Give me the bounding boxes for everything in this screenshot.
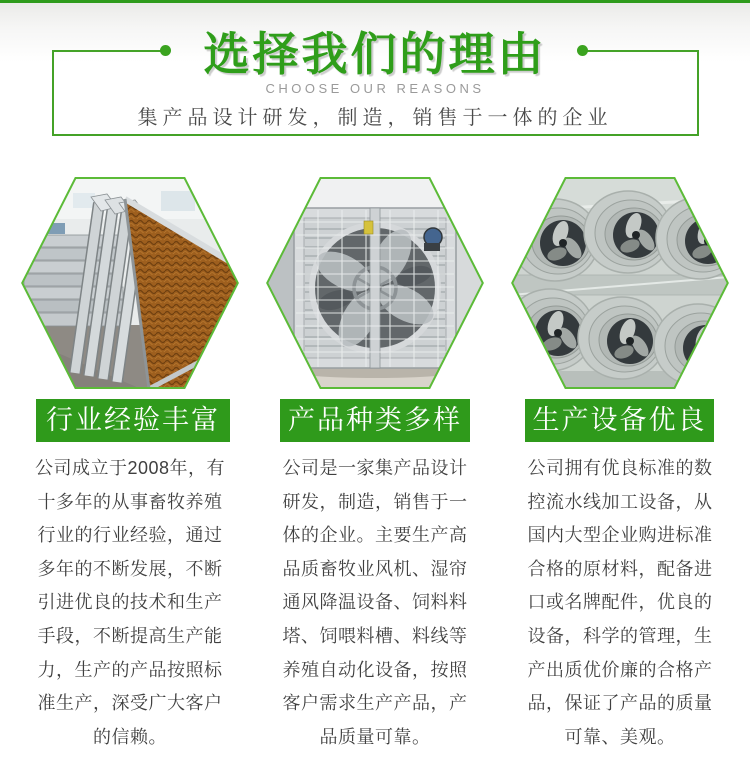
text-line: 产出质优价廉的合格产 (527, 659, 713, 680)
text-line: 手段，不断提高生产能 (37, 625, 223, 646)
text-line: 塔、饲喂料槽、料线等 (282, 625, 468, 646)
feature-label-2: 产品种类多样 (280, 399, 470, 442)
page-title: 选择我们的理由 (203, 28, 547, 80)
text-line: 行业的行业经验，通过 (37, 525, 223, 546)
cone-fan-wall-photo (511, 177, 729, 389)
feature-label-3: 生产设备优良 (525, 399, 714, 442)
text-line: 公司成立于2008年，有 (34, 458, 226, 478)
text-line: 客户需求生产产品，产 (282, 693, 468, 714)
subtitle-english: CHOOSE OUR REASONS (265, 81, 485, 96)
text-line: 养殖自动化设备，按照 (282, 659, 468, 680)
top-accent-bar (0, 0, 750, 3)
text-line: 合格的原材料，配备进 (527, 558, 713, 579)
text-line: 准生产，深受广大客户 (37, 693, 223, 714)
text-line: 控流水线加工设备，从 (527, 491, 713, 512)
cooling-pads-photo (21, 177, 239, 389)
text-line: 十多年的从事畜牧养殖 (37, 491, 223, 512)
text-line: 口或名牌配件，优良的 (527, 592, 713, 613)
text-line: 引进优良的技术和生产 (37, 592, 223, 613)
text-line: 公司是一家集产品设计 (282, 458, 468, 478)
text-line: 公司拥有优良标准的数 (527, 458, 713, 478)
text-line: 品，保证了产品的质量 (527, 693, 713, 714)
tagline: 集产品设计研发，制造，销售于一体的企业 (137, 107, 613, 129)
text-line: 品质量可靠。 (319, 726, 431, 747)
text-line: 可靠、美观。 (564, 726, 676, 747)
text-line: 设备，科学的管理，生 (527, 625, 713, 646)
text-line: 国内大型企业购进标准 (527, 525, 713, 546)
text-line: 多年的不断发展，不断 (37, 558, 223, 579)
feature-label-1: 行业经验丰富 (36, 399, 230, 442)
feature-image-2 (266, 177, 484, 389)
feature-text-3 (510, 452, 730, 754)
text-line: 力，生产的产品按照标 (37, 659, 223, 680)
exhaust-fan-photo (266, 177, 484, 389)
text-line: 通风降温设备、饲料料 (282, 592, 468, 613)
text-line: 研发，制造，销售于一 (282, 491, 468, 512)
feature-text-2 (265, 452, 485, 754)
feature-image-1 (21, 177, 239, 389)
text-line: 品质畜牧业风机、湿帘 (282, 558, 468, 579)
feature-text-1 (20, 452, 240, 754)
text-line: 的信赖。 (93, 726, 167, 747)
feature-image-3 (511, 177, 729, 389)
text-line: 体的企业。主要生产高 (282, 525, 468, 546)
